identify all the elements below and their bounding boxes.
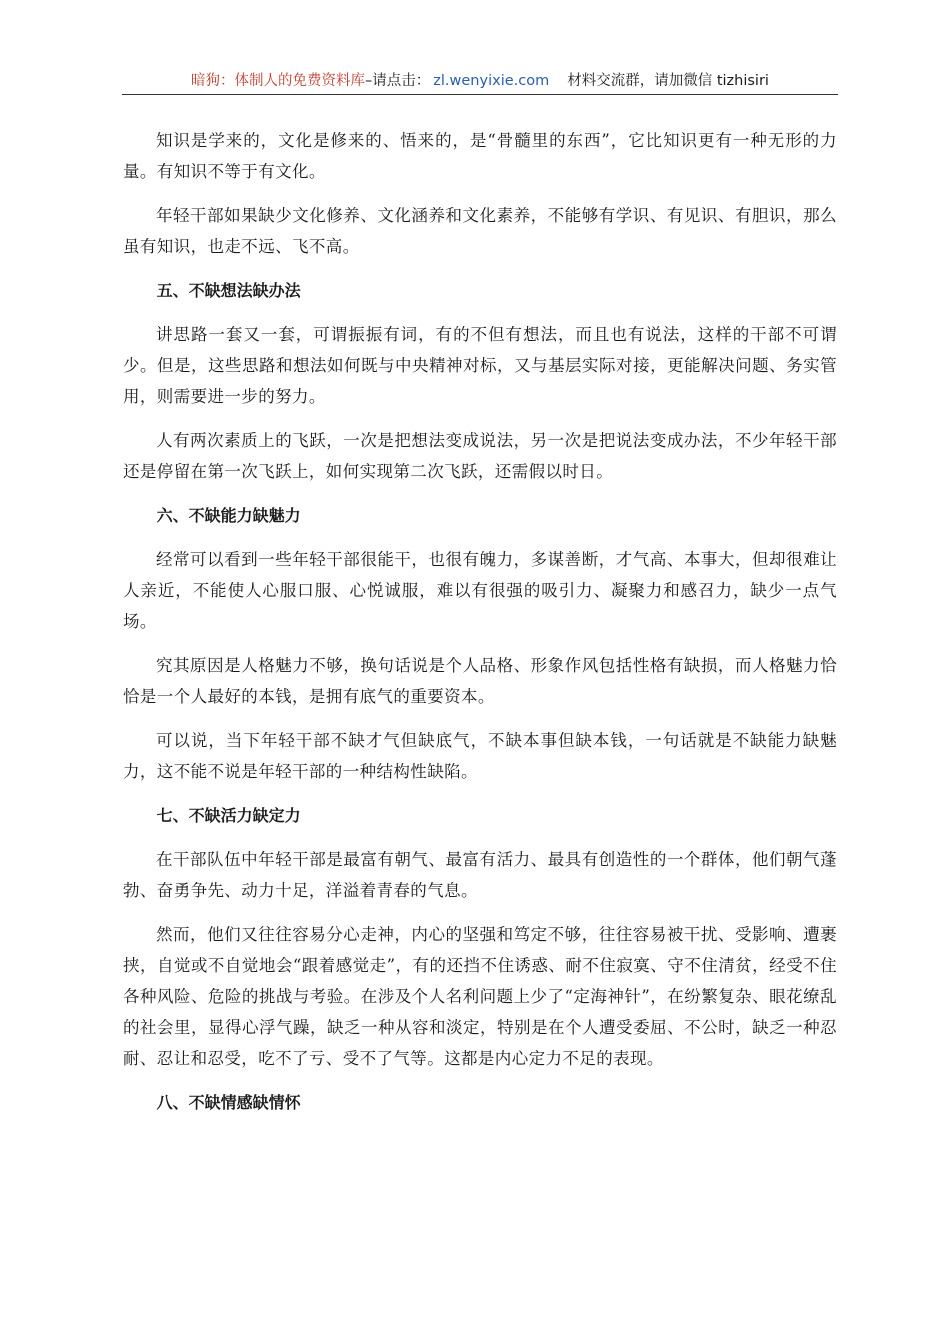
section-heading-7: 七、不缺活力缺定力: [156, 806, 301, 825]
paragraph: 在干部队伍中年轻干部是最富有朝气、最富有活力、最具有创造性的一个群体，他们朝气蓬勃、奋勇争先、动力十足，洋溢着青春的气息。: [123, 850, 837, 900]
page-header: [122, 68, 838, 95]
paragraph: 人有两次素质上的飞跃，一次是把想法变成说法，另一次是把说法变成办法，不少年轻干部还是停留在第一次飞跃上，如何实现第二次飞跃，还需假以时日。: [123, 431, 837, 481]
paragraph: 知识是学来的，文化是修来的、悟来的，是“骨髓里的东西”，它比知识更有一种无形的力量。有知识不等于有文化。: [123, 131, 837, 181]
section-heading-8: 八、不缺情感缺情怀: [156, 1093, 301, 1112]
header-link[interactable]: zl.wenyixie.com: [433, 73, 550, 89]
paragraph: 经常可以看到一些年轻干部很能干，也很有魄力，多谋善断，才气高、本事大，但却很难让人亲近，不能使人心服口服、心悦诚服，难以有很强的吸引力、凝聚力和感召力，缺少一点气场。: [123, 550, 837, 631]
header-lead: –请点击：: [365, 73, 431, 89]
paragraph: 究其原因是人格魅力不够，换句话说是个人品格、形象作风包括性格有缺损，而人格魅力恰恰是一个人最好的本钱，是拥有底气的重要资本。: [123, 656, 837, 706]
section-heading-5: 五、不缺想法缺办法: [156, 281, 301, 300]
paragraph: 讲思路一套又一套，可谓振振有词，有的不但有想法，而且也有说法，这样的干部不可谓少。但是，这些思路和想法如何既与中央精神对标，又与基层实际对接，更能解决问题、务实管用，则需要进一步的努力。: [123, 325, 837, 406]
document-body: [123, 125, 837, 1131]
paragraph: 可以说，当下年轻干部不缺才气但缺底气，不缺本事但缺本钱，一句话就是不缺能力缺魅力，这不能不说是年轻干部的一种结构性缺陷。: [123, 731, 837, 781]
paragraph: 然而，他们又往往容易分心走神，内心的坚强和笃定不够，往往容易被干扰、受影响、遭裹挟，自觉或不自觉地会“跟着感觉走”，有的还挡不住诱惑、耐不住寂寞、守不住清贫，经受不住各种风险、危险的挑战与考验。在涉及个人名利问题上少了“定海神针”，在纷繁复杂、眼花缭乱的社会里，显得心浮气躁，缺乏一种从容和淡定，特别是在个人遭受委屈、不公时，缺乏一种忍耐、忍让和忍受，吃不了亏、受不了气等。这都是内心定力不足的表现。: [123, 925, 837, 1068]
paragraph: 年轻干部如果缺少文化修养、文化涵养和文化素养，不能够有学识、有见识、有胆识，那么虽有知识，也走不远、飞不高。: [123, 206, 837, 256]
section-heading-6: 六、不缺能力缺魅力: [156, 506, 301, 525]
header-contact: 材料交流群，请加微信 tizhisiri: [567, 73, 769, 89]
header-brand: 暗狗：体制人的免费资料库: [191, 73, 366, 89]
